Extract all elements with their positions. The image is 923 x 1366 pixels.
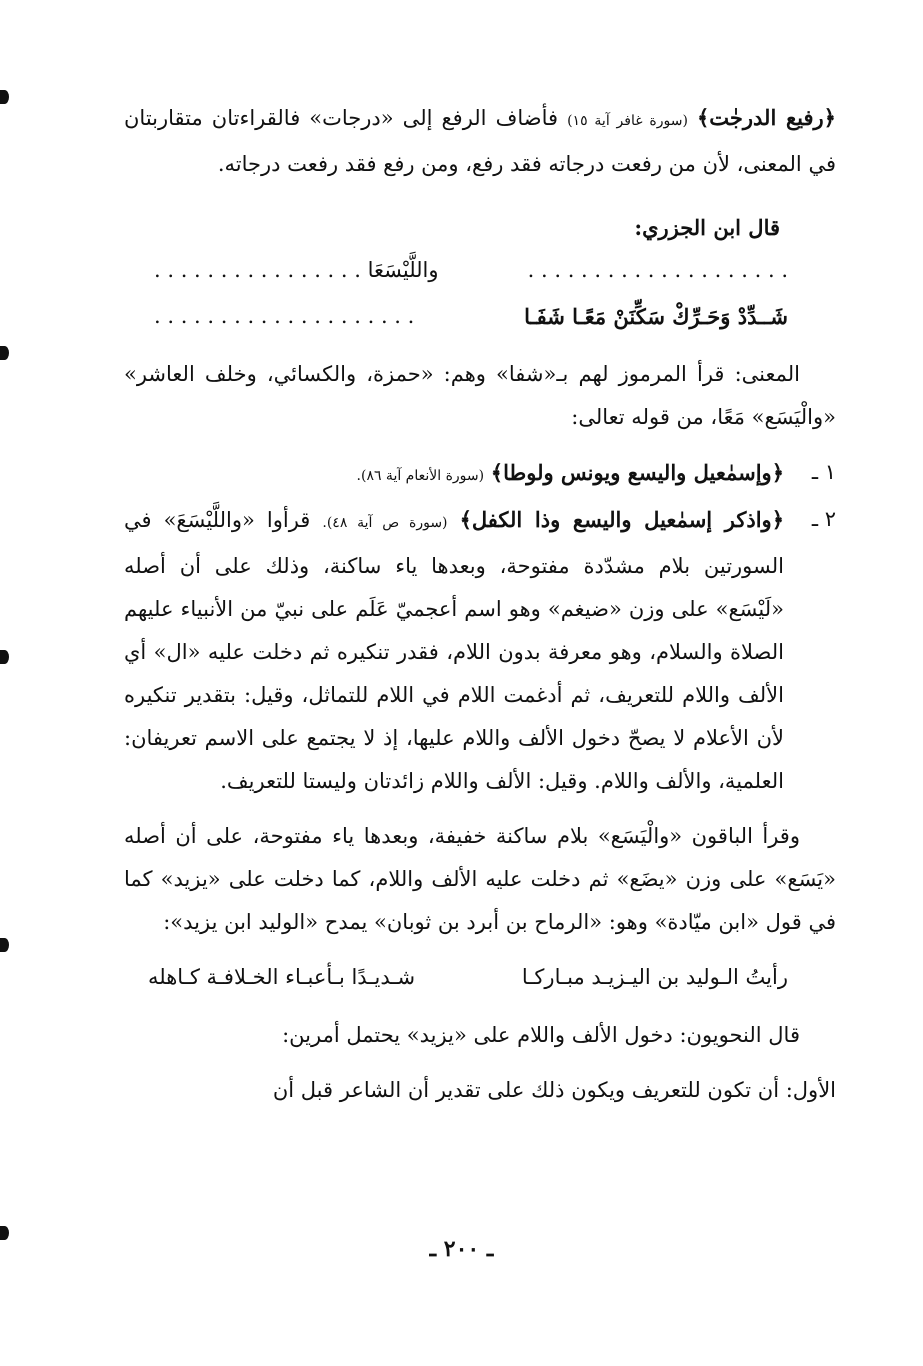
section-heading: قال ابن الجزري: xyxy=(634,215,780,240)
verse-2-left: . . . . . . . . . . . . . . . . . . . . xyxy=(154,304,415,328)
poem-line xyxy=(124,950,836,1002)
verse-2-right: شَــدِّدْ وَحَـرِّكْ سَكِّنَنْ مَعًـا شَفَـا xyxy=(524,304,788,329)
margin-mark xyxy=(0,938,9,952)
quran-quote: ﴿وإسمٰعيل واليسع ويونس ولوطا﴾ xyxy=(490,460,784,485)
margin-mark xyxy=(0,346,9,360)
list-item xyxy=(124,498,836,803)
item-text: قرأوا «واللَّيْسَعَ» في السورتين بلام مشدّدة مفتوحة، وبعدها ياء ساكنة، وذلك على أن أصله «لَيْسَع» على وزن «ضيغم» وهو اسم أعجميّ عَلَم على نبيّ من الأنبياء عليهم الصلاة والسلام، وهو معرفة بدون اللام، فقدر تنكيره ثم دخلت عليه «ال» أي الألف واللام للتعريف، ثم أدغمت اللام في اللام للتماثل، وقيل: بتقدير تنكيره لأن الأعلام لا يصحّ دخول الألف واللام عليها، إذ لا يجتمع على الاسم تعريفان: العلمية، والألف واللام. وقيل: الألف واللام زائدتان وليستا للتعريف. xyxy=(124,508,784,793)
poem-left-hemistich: شـديـدًا بـأعبـاء الخـلافـة كـاهله xyxy=(148,965,416,989)
first-paragraph: الأول: أن تكون للتعريف ويكون ذلك على تقدير أن الشاعر قبل أن xyxy=(272,1078,836,1102)
intro-paragraph xyxy=(124,96,836,186)
margin-mark xyxy=(0,90,9,104)
page-body xyxy=(124,96,836,1112)
verse-reference: (سورة ص آية ٤٨). xyxy=(322,515,448,531)
list-number: ١ ـ xyxy=(811,460,836,484)
list-item xyxy=(124,451,836,498)
others-paragraph: وقرأ الباقون «والْيَسَع» بلام ساكنة خفيفة، وبعدها ياء مفتوحة، على أن أصله «يَسَع» على وزن «يضَع» ثم دخلت عليه الألف واللام، كما دخلت على «يزيد» كما في قول «ابن ميّادة» وهو: «الرماح بن أبرد بن ثوبان» يمدح «الوليد ابن يزيد»: xyxy=(124,824,836,934)
verse-1-left: واللَّيْسَعَا . . . . . . . . . . . . . . . . xyxy=(154,258,439,282)
quran-quote: ﴿واذكر إسمٰعيل واليسع وذا الكفل﴾ xyxy=(459,507,785,532)
page-number: ـ ٢٠٠ ـ xyxy=(429,1236,494,1262)
poem-right-hemistich: رأيتُ الـوليد بن اليـزيـد مبـاركـا xyxy=(521,965,788,989)
verse-reference: (سورة الأنعام آية ٨٦). xyxy=(356,468,485,484)
quran-quote: ﴿رفيع الدرجٰت﴾ xyxy=(696,105,836,130)
meaning-paragraph: المعنى: قرأ المرموز لهم بـ«شفا» وهم: «حمزة، والكسائي، وخلف العاشر» «والْيَسَع» مَعًا، من قوله تعالى: xyxy=(124,362,836,429)
list-number: ٢ ـ xyxy=(811,507,836,531)
verse-line-2 xyxy=(124,295,836,341)
intro-text: فأضاف الرفع إلى «درجات» فالقراءتان متقاربتان في المعنى، لأن من رفعت درجاته فقد رفع، ومن رفع فقد رفعت درجاته. xyxy=(124,106,836,176)
grammarians-paragraph: قال النحويون: دخول الألف واللام على «يزيد» يحتمل أمرين: xyxy=(282,1023,800,1047)
verse-line-1 xyxy=(124,249,836,295)
verse-1-right: . . . . . . . . . . . . . . . . . . . . xyxy=(527,258,788,282)
margin-mark xyxy=(0,650,9,664)
verse-reference: (سورة غافر آية ١٥) xyxy=(567,113,688,129)
